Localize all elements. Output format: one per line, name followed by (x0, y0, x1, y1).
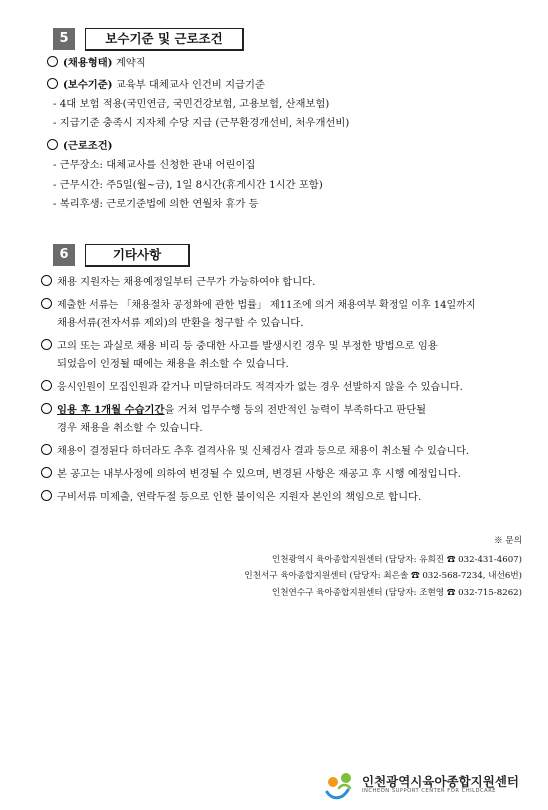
contact-line: 인천광역시 육아종합지원센터 (담당자: 유희진 ☎ 032-431-4607) (271, 555, 522, 565)
notice-item-4: 응시인원이 모집인원과 같거나 미달하더라도 적격자가 없는 경우 선발하지 않을 수 있습니다. (41, 380, 463, 395)
notice-item-5: 임용 후 1개월 수습기간을 거쳐 업무수행 등의 전반적인 능력이 부족하다고 판단될 (41, 403, 426, 417)
contact-line: 인천연수구 육아종합지원센터 (담당자: 조현영 ☎ 032-715-8262) (271, 588, 522, 598)
notice-item-6: 채용이 결정된다 하더라도 추후 결격사유 및 신체검사 결과 등으로 채용이 취소될 수 있습니다. (41, 444, 469, 459)
logo-mark-icon (324, 770, 360, 800)
work-conditions-heading: (근로조건) (63, 140, 113, 152)
notice-item-7: 본 공고는 내부사정에 의하여 변경될 수 있으며, 변경된 사항은 재공고 후 시행 예정입니다. (41, 467, 461, 481)
circle-bullet-icon (41, 339, 52, 350)
section-title: 보수기준 및 근로조건 (85, 28, 244, 51)
notice-item-5-cont: 경우 채용을 취소할 수 있습니다. (57, 422, 203, 434)
contact-heading: ※ 문의 (494, 536, 522, 546)
notice-item-3: 고의 또는 과실로 채용 비리 등 중대한 사고를 발생시킨 경우 및 부정한 방법으로 임용 (41, 339, 438, 353)
pay-standard-value: 교육부 대체교사 인건비 지급기준 (115, 79, 265, 91)
pay-item: - 4대 보험 적용(국민연금, 국민건강보험, 고용보험, 산재보험) (53, 98, 330, 110)
employment-type-heading: (채용형태) (63, 57, 113, 69)
employment-type-line (47, 56, 146, 70)
probation-emphasis: 임용 후 1개월 수습기간 (57, 404, 165, 416)
section-number: 5 (53, 28, 75, 50)
notice-item-3-cont: 되었음이 인정될 때에는 채용을 취소할 수 있습니다. (57, 358, 289, 370)
center-logo (324, 770, 530, 800)
circle-bullet-icon (41, 490, 52, 501)
circle-bullet-icon (41, 444, 52, 455)
circle-bullet-icon (47, 139, 58, 150)
section-number: 6 (53, 244, 75, 266)
condition-item: - 복리후생: 근로기준법에 의한 연월차 휴가 등 (53, 198, 259, 210)
circle-bullet-icon (41, 275, 52, 286)
notice-item-2: 제출한 서류는 「채용절차 공정화에 관한 법률」 제11조에 의거 채용여부 확정일 이후 14일까지 (41, 298, 476, 313)
circle-bullet-icon (41, 403, 52, 414)
condition-item: - 근무장소: 대체교사를 신청한 관내 어린이집 (53, 159, 256, 171)
logo-subtitle: INCHEON SUPPORT CENTER FOR CHILDCARE (362, 788, 497, 794)
employment-type-value: 계약직 (115, 57, 146, 69)
section-title: 기타사항 (85, 244, 190, 267)
work-conditions-line (47, 139, 113, 153)
circle-bullet-icon (41, 298, 52, 309)
notice-item-8: 구비서류 미제출, 연락두절 등으로 인한 불이익은 지원자 본인의 책임으로 합니다. (41, 490, 421, 504)
condition-item: - 근무시간: 주5일(월~금), 1일 8시간(휴게시간 1시간 포함) (53, 179, 323, 191)
pay-item: - 지급기준 충족시 지자체 수당 지급 (근무환경개선비, 처우개선비) (53, 117, 350, 129)
circle-bullet-icon (47, 78, 58, 89)
notice-item-1: 채용 지원자는 채용예정일부터 근무가 가능하여야 합니다. (41, 275, 315, 289)
circle-bullet-icon (47, 56, 58, 67)
logo-name: 인천광역시육아종합지원센터 (362, 774, 519, 789)
notice-item-2-cont: 채용서류(전자서류 제외)의 반환을 청구할 수 있습니다. (57, 317, 304, 329)
circle-bullet-icon (41, 467, 52, 478)
pay-standard-heading: (보수기준) (63, 79, 113, 91)
contact-line: 인천서구 육아종합지원센터 (담당자: 최은솔 ☎ 032-568-7234, 내선6번) (244, 571, 522, 581)
pay-standard-line (47, 78, 265, 92)
circle-bullet-icon (41, 380, 52, 391)
